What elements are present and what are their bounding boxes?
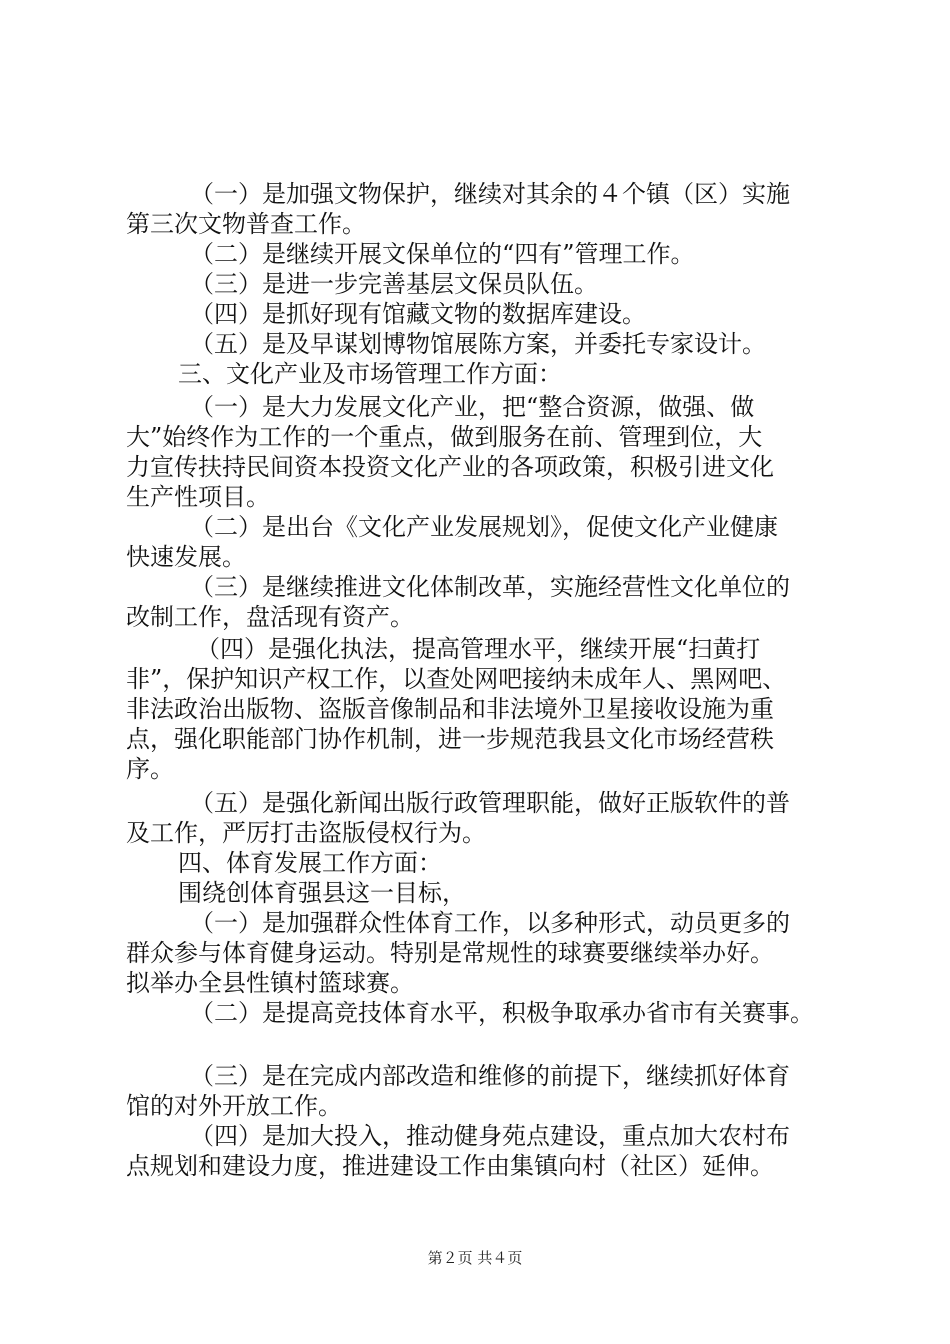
- paragraph-line: （四）是抓好现有馆藏文物的数据库建设。: [190, 300, 646, 328]
- paragraph-line: （四）是强化执法，提高管理水平，继续开展“扫黄打: [196, 635, 761, 663]
- paragraph-line: 及工作，严厉打击盗版侵权行为。: [126, 819, 486, 847]
- paragraph-line: （五）是及早谋划博物馆展陈方案，并委托专家设计。: [190, 330, 766, 358]
- section-heading: 三、文化产业及市场管理工作方面：: [178, 360, 562, 388]
- paragraph-line: 点，强化职能部门协作机制，进一步规范我县文化市场经营秩: [126, 725, 774, 753]
- paragraph-line: （一）是加强群众性体育工作，以多种形式，动员更多的: [190, 909, 790, 937]
- paragraph-line: 非”，保护知识产权工作，以查处网吧接纳未成年人、黑网吧、: [126, 665, 787, 693]
- paragraph-line: （二）是出台《文化产业发展规划》，促使文化产业健康: [190, 513, 778, 541]
- paragraph-line: 第三次文物普查工作。: [126, 210, 366, 238]
- paragraph-line: 改制工作，盘活现有资产。: [126, 603, 414, 631]
- paragraph-line: 点规划和建设力度，推进建设工作由集镇向村（社区）延伸。: [126, 1152, 774, 1180]
- section-heading: 四、体育发展工作方面：: [178, 849, 442, 877]
- paragraph-line: （一）是加强文物保护，继续对其余的４个镇（区）实施: [190, 180, 790, 208]
- paragraph-line: 序。: [126, 755, 174, 783]
- paragraph-line: （三）是进一步完善基层文保员队伍。: [190, 270, 598, 298]
- paragraph-line: 围绕创体育强县这一目标，: [178, 879, 466, 907]
- paragraph-line: 群众参与体育健身运动。特别是常规性的球赛要继续举办好。: [126, 939, 774, 967]
- paragraph-line: （五）是强化新闻出版行政管理职能，做好正版软件的普: [190, 789, 790, 817]
- page-number-footer: 第２页 共４页: [427, 1249, 523, 1267]
- paragraph-line: （一）是大力发展文化产业，把“整合资源，做强、做: [190, 393, 755, 421]
- paragraph-line: 大”始终作为工作的一个重点，做到服务在前、管理到位，大: [126, 423, 763, 451]
- paragraph-line: （四）是加大投入，推动健身苑点建设，重点加大农村布: [190, 1122, 790, 1150]
- paragraph-line: 馆的对外开放工作。: [126, 1092, 342, 1120]
- paragraph-line: 非法政治出版物、盗版音像制品和非法境外卫星接收设施为重: [126, 695, 774, 723]
- paragraph-line: （三）是在完成内部改造和维修的前提下，继续抓好体育: [190, 1062, 790, 1090]
- paragraph-line: 力宣传扶持民间资本投资文化产业的各项政策，积极引进文化: [126, 453, 774, 481]
- paragraph-line: 拟举办全县性镇村篮球赛。: [126, 969, 414, 997]
- paragraph-line: 快速发展。: [126, 543, 246, 571]
- paragraph-line: （二）是继续开展文保单位的“四有”管理工作。: [190, 240, 695, 268]
- paragraph-line: （三）是继续推进文化体制改革，实施经营性文化单位的: [190, 573, 790, 601]
- paragraph-line: （二）是提高竞技体育水平，积极争取承办省市有关赛事。: [190, 999, 814, 1027]
- paragraph-line: 生产性项目。: [126, 483, 270, 511]
